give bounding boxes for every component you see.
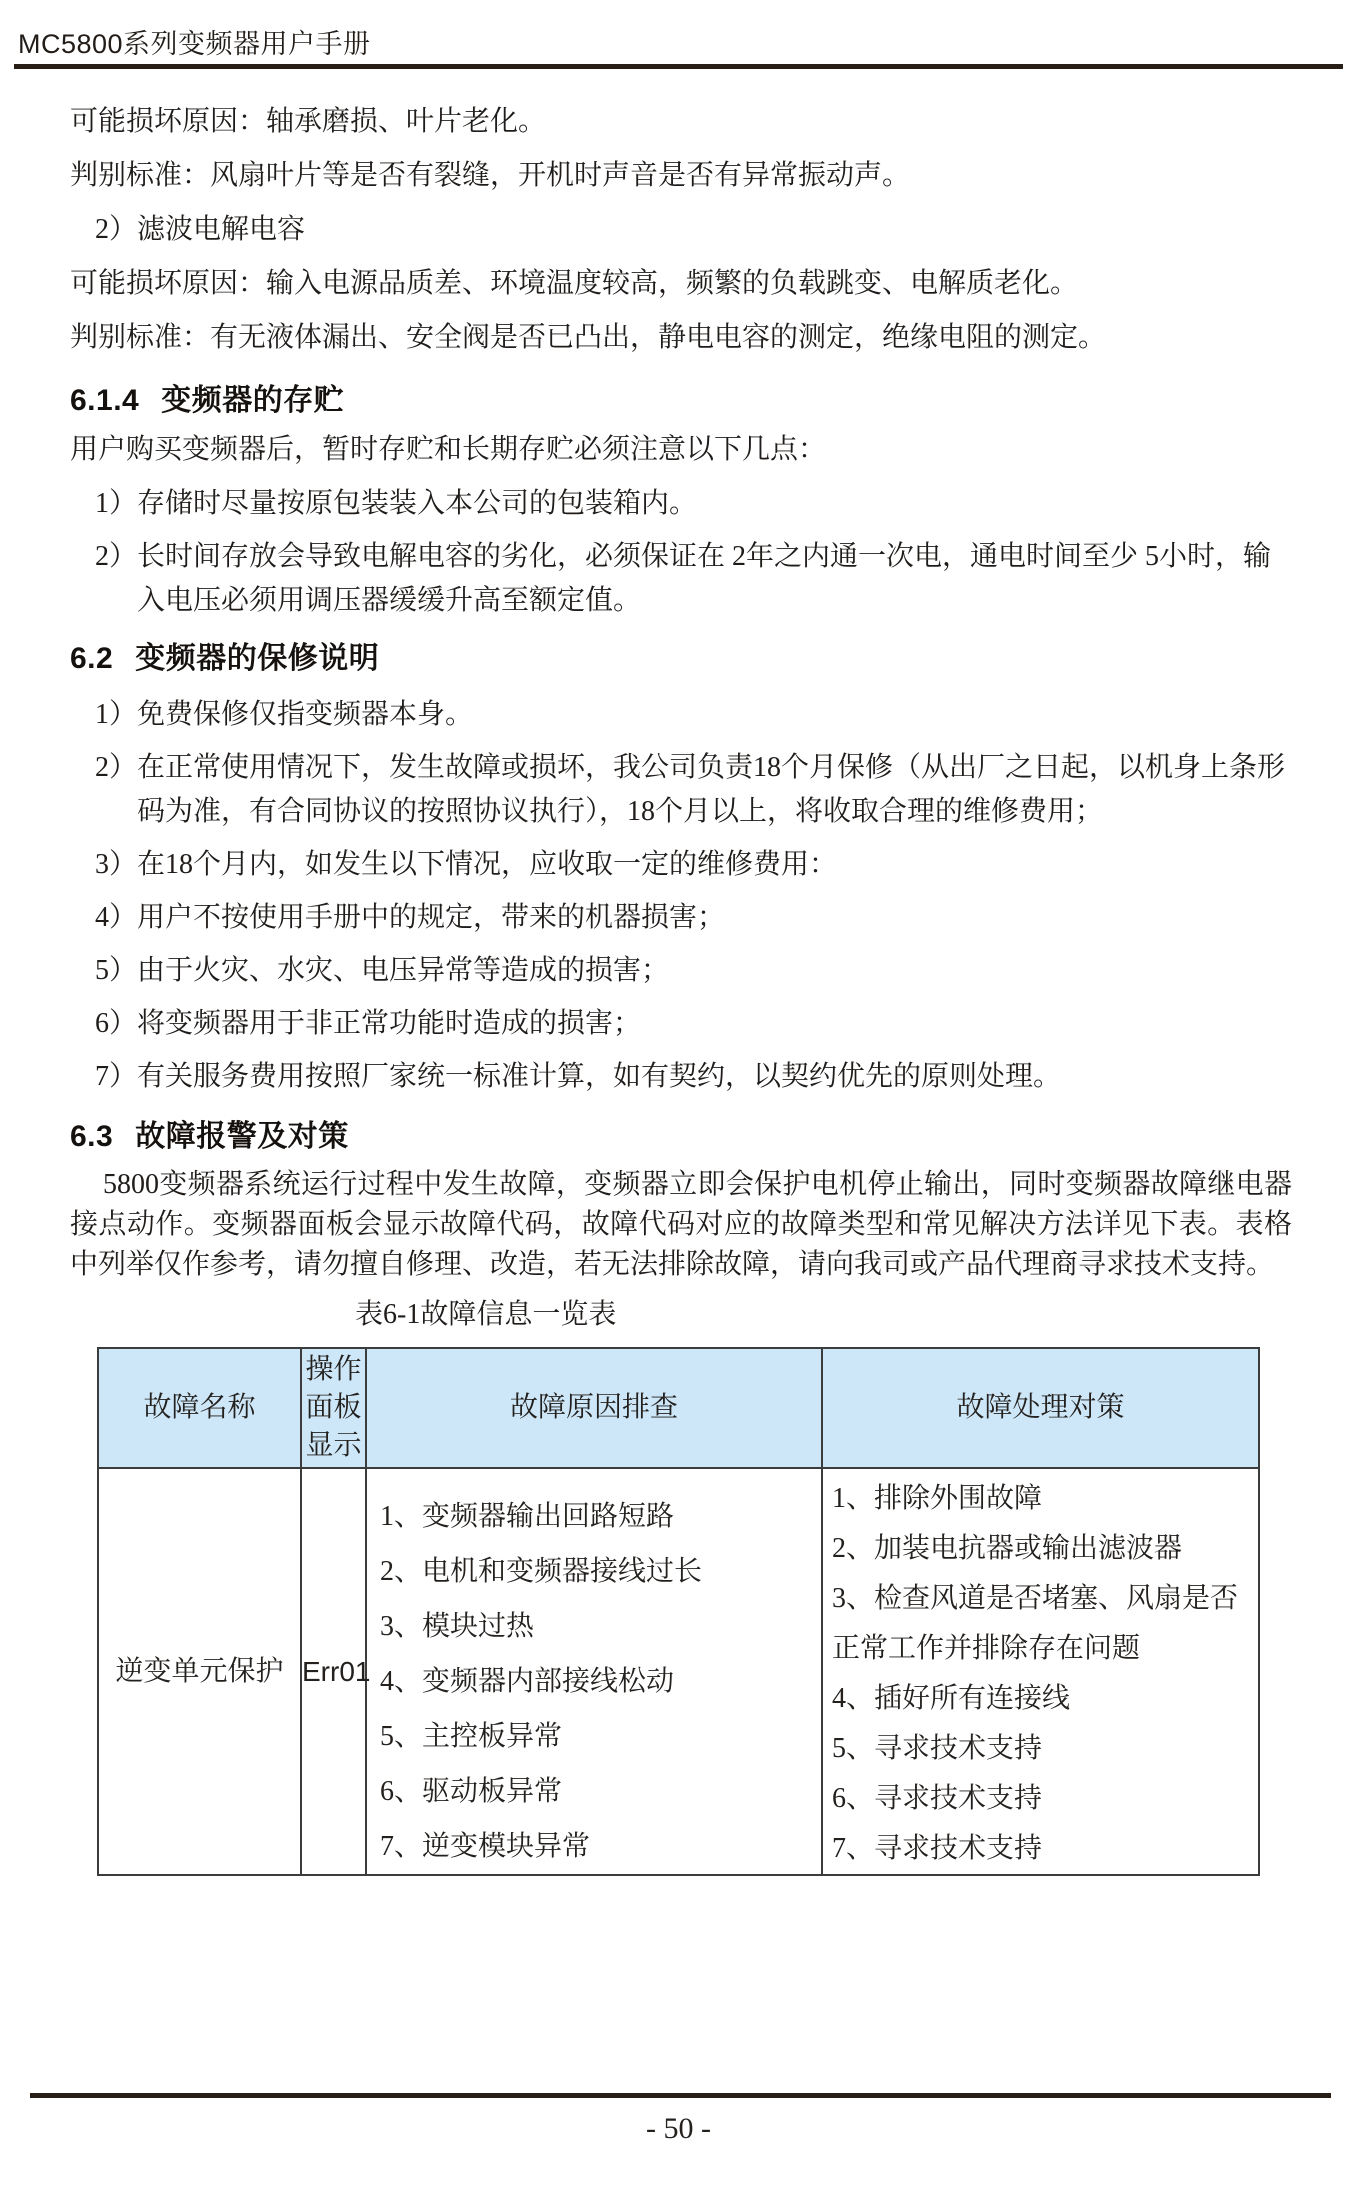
list-item-number: 3） <box>95 849 138 880</box>
section-title: 故障报警及对策 <box>135 1120 349 1153</box>
solution-line: 5、寻求技术支持 <box>832 1733 1043 1764</box>
cause-line: 6、驱动板异常 <box>380 1776 563 1807</box>
cell-solution-list <box>822 1468 1259 1875</box>
header-divider-line <box>14 64 1343 69</box>
paragraph-damage-cause-capacitor: 可能损坏原因：输入电源品质差、环境温度较高，频繁的负载跳变、电解质老化。 <box>70 268 1079 299</box>
list-item-text: 在正常使用情况下，发生故障或损坏，我公司负责18个月保修（从出厂之日起，以机身上条形码为准，有合同协议的按照协议执行），18个月以上，将收取合理的维修费用； <box>137 752 1286 827</box>
section-heading-6-1-4 <box>70 379 1292 423</box>
list-item-warranty-3 <box>95 843 1292 887</box>
section-title: 变频器的保修说明 <box>135 642 380 675</box>
list-item-warranty-4 <box>95 896 1292 940</box>
table-caption: 表6-1故障信息一览表 <box>355 1299 617 1330</box>
list-item-number: 1） <box>95 488 138 519</box>
list-item-warranty-5 <box>95 949 1292 993</box>
list-item-warranty-6 <box>95 1002 1292 1046</box>
cause-line: 7、逆变模块异常 <box>380 1831 591 1862</box>
cell-error-code: Err01 <box>301 1468 366 1875</box>
list-item-number: 4） <box>95 902 138 933</box>
solution-line: 2、加装电抗器或输出滤波器 <box>832 1533 1183 1564</box>
solution-line: 6、寻求技术支持 <box>832 1783 1043 1814</box>
list-item-text: 免费保修仅指变频器本身。 <box>137 699 474 730</box>
list-item-text: 长时间存放会导致电解电容的劣化，必须保证在 2年之内通一次电，通电时间至少 5小时，输入电压必须用调压器缓缓升高至额定值。 <box>137 541 1272 616</box>
list-item-number: 2） <box>95 214 138 245</box>
footer-divider-line <box>30 2093 1331 2098</box>
table-header-row <box>98 1348 1259 1468</box>
list-item-storage-2 <box>95 535 1292 623</box>
paragraph-fault-alarm-intro: 5800变频器系统运行过程中发生故障，变频器立即会保护电机停止输出，同时变频器故障继电器接点动作。变频器面板会显示故障代码，故障代码对应的故障类型和常见解决方法详见下表。表格中列举仅作参考，请勿擅自修理、改造，若无法排除故障，请向我司或产品代理商寻求技术支持。 <box>70 1169 1292 1280</box>
list-item-text: 由于火灾、水灾、电压异常等造成的损害； <box>137 955 670 986</box>
list-item-number: 2） <box>95 541 138 572</box>
list-item-text: 存储时尽量按原包装装入本公司的包装箱内。 <box>137 488 698 519</box>
list-item-text: 滤波电解电容 <box>137 214 306 245</box>
list-item-number: 2） <box>95 752 138 783</box>
cause-line: 2、电机和变频器接线过长 <box>380 1556 703 1587</box>
list-item-warranty-1 <box>95 693 1292 737</box>
list-item-storage-1 <box>95 482 1292 526</box>
section-title: 变频器的存贮 <box>161 384 345 417</box>
cause-line: 4、变频器内部接线松动 <box>380 1666 675 1697</box>
solution-line: 3、检查风道是否堵塞、风扇是否正常工作并排除存在问题 <box>832 1583 1239 1664</box>
list-item-text: 用户不按使用手册中的规定，带来的机器损害； <box>137 902 726 933</box>
list-item-warranty-7 <box>95 1055 1292 1099</box>
cause-line: 3、模块过热 <box>380 1611 535 1642</box>
solution-line: 1、排除外围故障 <box>832 1483 1043 1514</box>
table-row <box>98 1468 1259 1875</box>
section-number: 6.3 <box>70 1120 114 1153</box>
paragraph-judge-standard-fan: 判别标准：风扇叶片等是否有裂缝，开机时声音是否有异常振动声。 <box>70 160 911 191</box>
list-item-number: 1） <box>95 699 138 730</box>
column-header-fault-name: 故障名称 <box>98 1348 301 1468</box>
fault-info-table <box>97 1347 1260 1876</box>
section-number: 6.1.4 <box>70 384 140 417</box>
solution-line: 4、插好所有连接线 <box>832 1683 1071 1714</box>
paragraph-judge-standard-capacitor: 判别标准：有无液体漏出、安全阀是否已凸出，静电电容的测定，绝缘电阻的测定。 <box>70 322 1107 353</box>
list-item-text: 有关服务费用按照厂家统一标准计算，如有契约，以契约优先的原则处理。 <box>137 1061 1062 1092</box>
column-header-handling: 故障处理对策 <box>822 1348 1259 1468</box>
page-number: - 50 - <box>646 2112 711 2145</box>
column-header-panel-display: 操作面板显示 <box>301 1348 366 1468</box>
paragraph-damage-cause-fan: 可能损坏原因：轴承磨损、叶片老化。 <box>70 106 547 137</box>
list-item-filter-capacitor <box>95 203 1292 257</box>
page-content <box>70 95 1292 1876</box>
list-item-number: 6） <box>95 1008 138 1039</box>
list-item-number: 7） <box>95 1061 138 1092</box>
cell-cause-list <box>366 1468 822 1875</box>
list-item-text: 将变频器用于非正常功能时造成的损害； <box>137 1008 642 1039</box>
section-number: 6.2 <box>70 642 114 675</box>
cell-fault-name: 逆变单元保护 <box>98 1468 301 1875</box>
section-heading-6-2 <box>70 637 1292 681</box>
solution-line: 7、寻求技术支持 <box>832 1833 1043 1864</box>
cause-line: 5、主控板异常 <box>380 1721 563 1752</box>
list-item-warranty-2 <box>95 746 1292 834</box>
running-header-title: MC5800系列变频器用户手册 <box>18 29 371 59</box>
paragraph-storage-intro: 用户购买变频器后，暂时存贮和长期存贮必须注意以下几点： <box>70 434 827 465</box>
column-header-cause-check: 故障原因排查 <box>366 1348 822 1468</box>
section-heading-6-3 <box>70 1115 1292 1159</box>
cause-line: 1、变频器输出回路短路 <box>380 1501 675 1532</box>
list-item-number: 5） <box>95 955 138 986</box>
list-item-text: 在18个月内，如发生以下情况，应收取一定的维修费用： <box>137 849 838 880</box>
